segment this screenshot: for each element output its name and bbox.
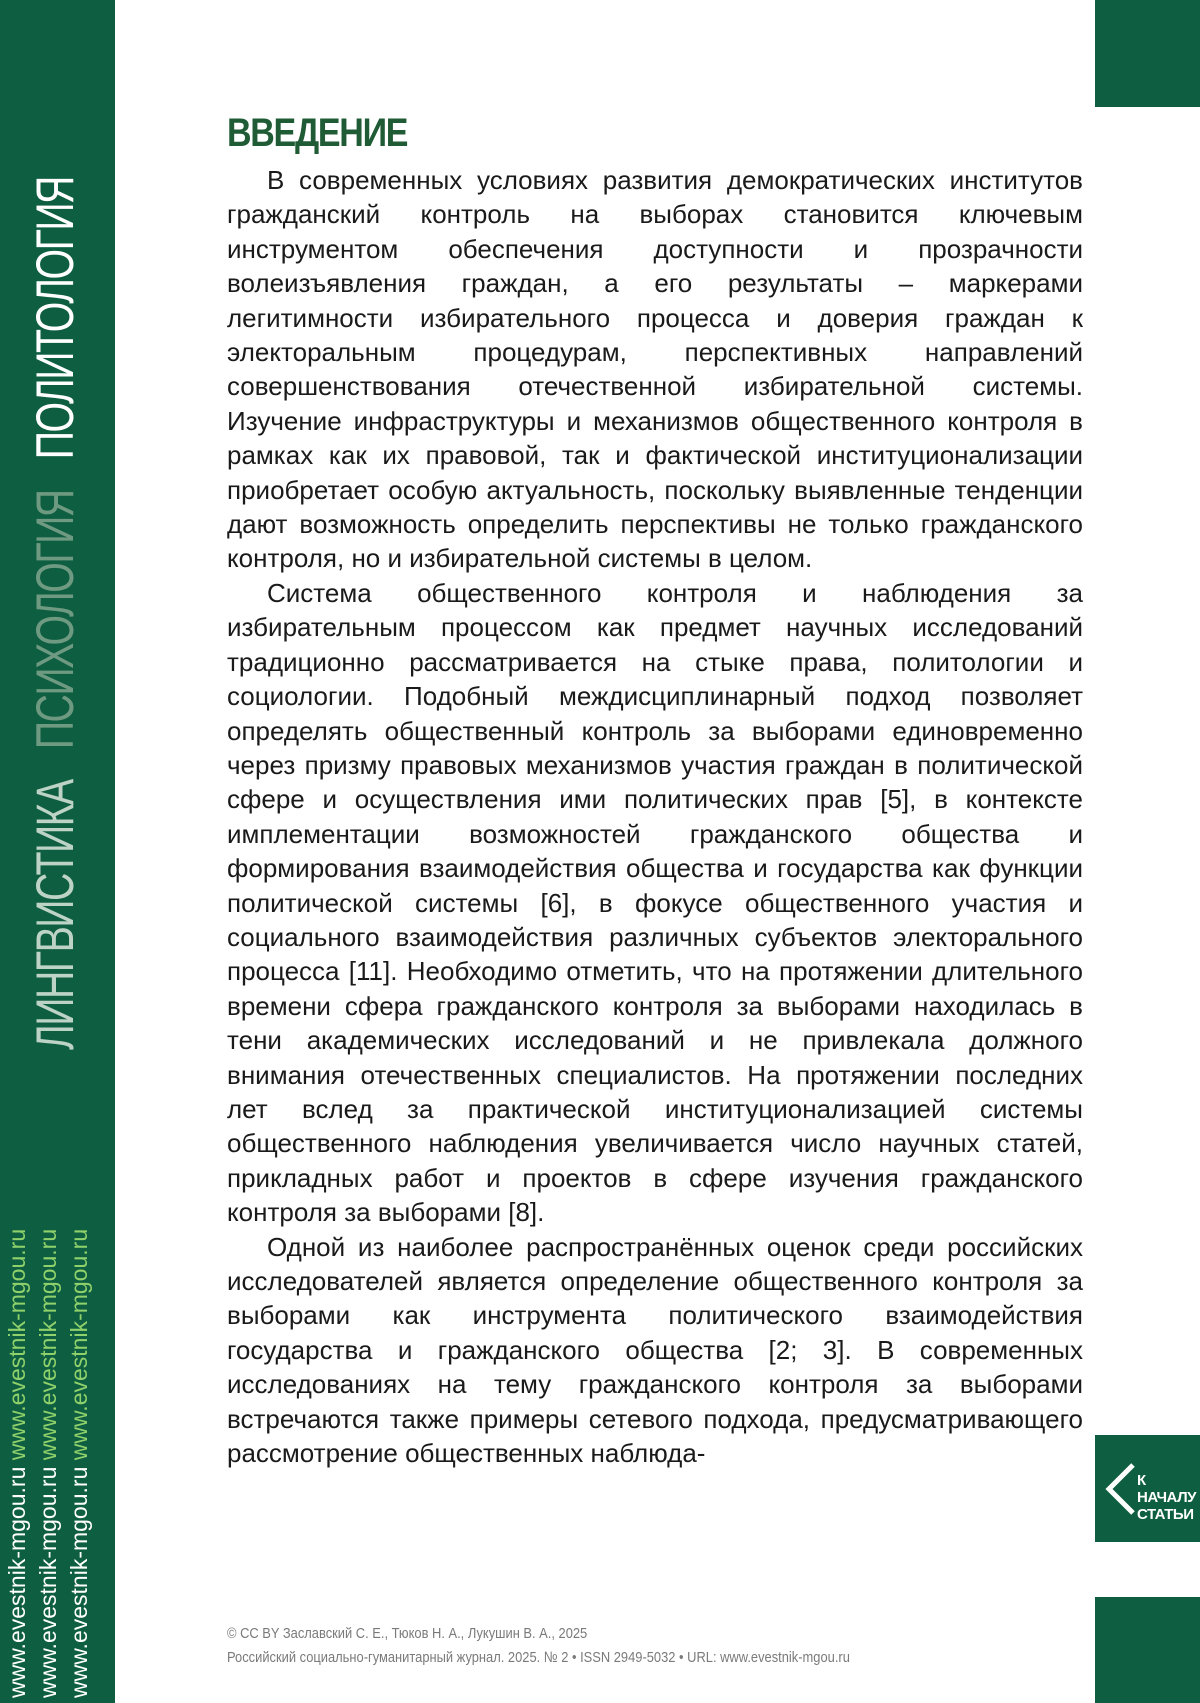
corner-decoration-top	[1095, 0, 1200, 107]
sidebar-url-line-2	[34, 1229, 62, 1698]
site-url[interactable]: www.evestnik-mgou.ru	[66, 1466, 92, 1698]
copyright-line: © CC BY Заславский С. Е., Тюков Н. А., Лукушин В. А., 2025	[227, 1625, 588, 1642]
site-url[interactable]: www.evestnik-mgou.ru	[4, 1466, 30, 1698]
site-url[interactable]: www.evestnik-mgou.ru	[35, 1466, 61, 1698]
paragraph: Одной из наиболее распространённых оценок среди российских исследователей является определение общественного контроля за выборами как инструмента политического взаимодействия государства и гражданского общества [2; 3]. В современных исследованиях на тему гражданского контроля за выборами встречаются также примеры сетевого подхода, предусматривающего рассмотрение общественных наблюда-	[227, 1231, 1083, 1469]
page-footer	[227, 1622, 850, 1670]
journal-info-line: Российский социально-гуманитарный журнал. 2025. № 2 • ISSN 2949-5032 • URL: www.evestnik-mgou.ru	[227, 1649, 850, 1666]
article-body	[227, 163, 1083, 1470]
section-heading: ВВЕДЕНИЕ	[227, 111, 408, 155]
rubric-psychology: ПСИХОЛОГИЯ	[26, 490, 85, 750]
back-to-start-button[interactable]	[1095, 1435, 1200, 1542]
rubric-politology: ПОЛИТОЛОГИЯ	[26, 177, 85, 460]
sidebar-url-line-3	[65, 1229, 93, 1698]
paragraph: В современных условиях развития демократических институтов гражданский контроль на выборах становится ключевым инструментом обеспечения доступности и прозрачности волеизъявления граждан, а его результаты – маркерами легитимности избирательного процесса и доверия граждан к электоральным процедурам, перспективных направлений совершенствования отечественной избирательной системы. Изучение инфраструктуры и механизмов общественного контроля в рамках как их правовой, так и фактической институционализации приобретает особую актуальность, поскольку выявленные тенденции дают возможность определить перспективы не только гражданского контроля, но и избирательной системы в целом.	[227, 165, 1083, 574]
back-to-start-label: К НАЧАЛУ СТАТЬИ	[1137, 1472, 1196, 1523]
chevron-left-icon	[1103, 1461, 1137, 1517]
sidebar	[0, 0, 115, 1703]
paragraph: Система общественного контроля и наблюдения за избирательным процессом как предмет научных исследований традиционно рассматривается на стыке права, политологии и социологии. Подобный междисциплинарный подход позволяет определять общественный контроль за выборами единовременно через призму правовых механизмов участия граждан в политической сфере и осуществления ими политических прав [5], в контексте имплементации возможностей гражданского общества и формирования взаимодействия общества и государства как функции политической системы [6], в фокусе общественного участия и социального взаимодействия различных субъектов электорального процесса [11]. Необходимо отметить, что на протяжении длительного времени сфера гражданского контроля за выборами находилась в тени академических исследований и не привлекала должного внимания отечественных специалистов. На протяжении последних лет вслед за практической институционализацией системы общественного наблюдения увеличивается число научных статей, прикладных работ и проектов в сфере изучения гражданского контроля за выборами [8].	[227, 577, 1083, 1228]
corner-decoration-bottom	[1095, 1597, 1200, 1703]
rubric-list	[28, 146, 84, 1050]
site-url[interactable]: www.evestnik-mgou.ru	[35, 1228, 61, 1461]
sidebar-url-line-1	[3, 1229, 31, 1698]
site-url[interactable]: www.evestnik-mgou.ru	[4, 1228, 30, 1461]
site-url[interactable]: www.evestnik-mgou.ru	[66, 1228, 92, 1461]
rubric-linguistics: ЛИНГВИСТИКА	[26, 780, 85, 1050]
